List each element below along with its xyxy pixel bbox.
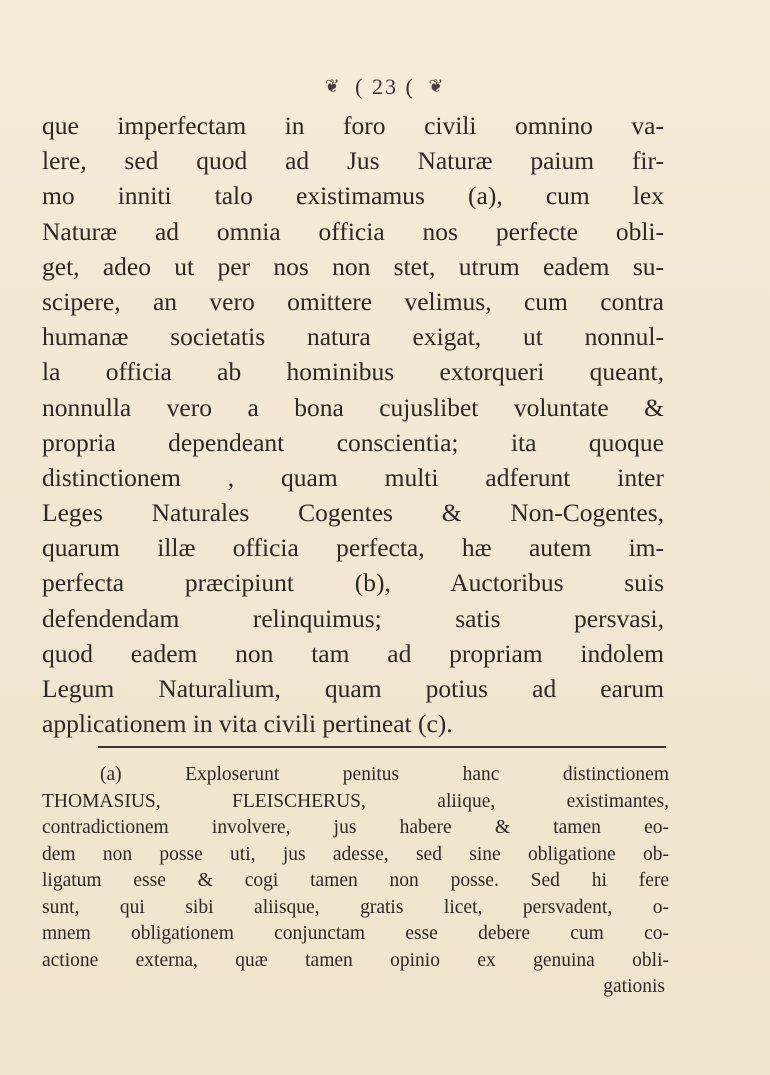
footnote-line: dem non posse uti, jus adesse, sed sine obligatione ob- xyxy=(42,843,669,865)
body-line: propria dependeant conscientia; ita quoque xyxy=(42,427,664,457)
body-line: distinctionem , quam multi adferunt inter xyxy=(42,462,664,492)
body-line: quarum illæ officia perfecta, hæ autem im- xyxy=(42,533,664,563)
body-line: lere, sed quod ad Jus Naturæ paium fir- xyxy=(42,146,664,176)
body-line: defendendam relinquimus; satis persvasi, xyxy=(42,603,664,633)
running-header xyxy=(0,72,770,100)
footnote-line: mnem obligationem conjunctam esse debere cum co- xyxy=(42,923,669,944)
body-line: perfecta præcipiunt (b), Auctoribus suis xyxy=(42,568,664,598)
body-line: quod eadem non tam ad propriam indolem xyxy=(42,638,664,668)
footnote-line: (a) Exploserunt penitus hanc distinctionem xyxy=(100,764,669,785)
footnote-line: contradictionem involvere, jus habere & tamen eo- xyxy=(42,817,669,838)
body-line: get, adeo ut per nos non stet, utrum eadem su- xyxy=(42,251,664,281)
body-line: nonnulla vero a bona cujuslibet voluntate & xyxy=(42,392,664,422)
body-line: Legum Naturalium, quam potius ad earum xyxy=(42,674,664,703)
footnotes xyxy=(42,762,669,1001)
body-line: la officia ab hominibus extorqueri queant, xyxy=(42,357,664,387)
footnote-line: sunt, qui sibi aliisque, gratis licet, persvadent, o- xyxy=(42,896,669,918)
page-number: ( 23 ( xyxy=(355,73,415,99)
ornament-left-icon: ❦ xyxy=(324,76,342,97)
ornament-right-icon: ❦ xyxy=(428,76,446,97)
body-line: Naturæ ad omnia officia nos perfecte obli- xyxy=(42,216,664,246)
body-line: applicationem in vita civili pertineat (c). xyxy=(42,709,453,739)
catchword: gationis xyxy=(603,976,665,997)
body-line: Leges Naturales Cogentes & Non-Cogentes, xyxy=(42,498,664,528)
body-line: mo inniti talo existimamus (a), cum lex xyxy=(42,181,664,211)
footnote-line: THOMASIUS, FLEISCHERUS, aliique, existimantes, xyxy=(42,790,669,812)
footnote-line: ligatum esse & cogi tamen non posse. Sed hi fere xyxy=(42,870,669,891)
body-line: que imperfectam in foro civili omnino va- xyxy=(42,111,664,140)
footnote-line: actione externa, quæ tamen opinio ex genuina obli- xyxy=(42,949,669,971)
main-text xyxy=(42,108,664,741)
body-line: scipere, an vero omittere velimus, cum contra xyxy=(42,286,664,316)
footnote-separator xyxy=(98,746,666,748)
body-line: humanæ societatis natura exigat, ut nonnul- xyxy=(42,322,664,352)
